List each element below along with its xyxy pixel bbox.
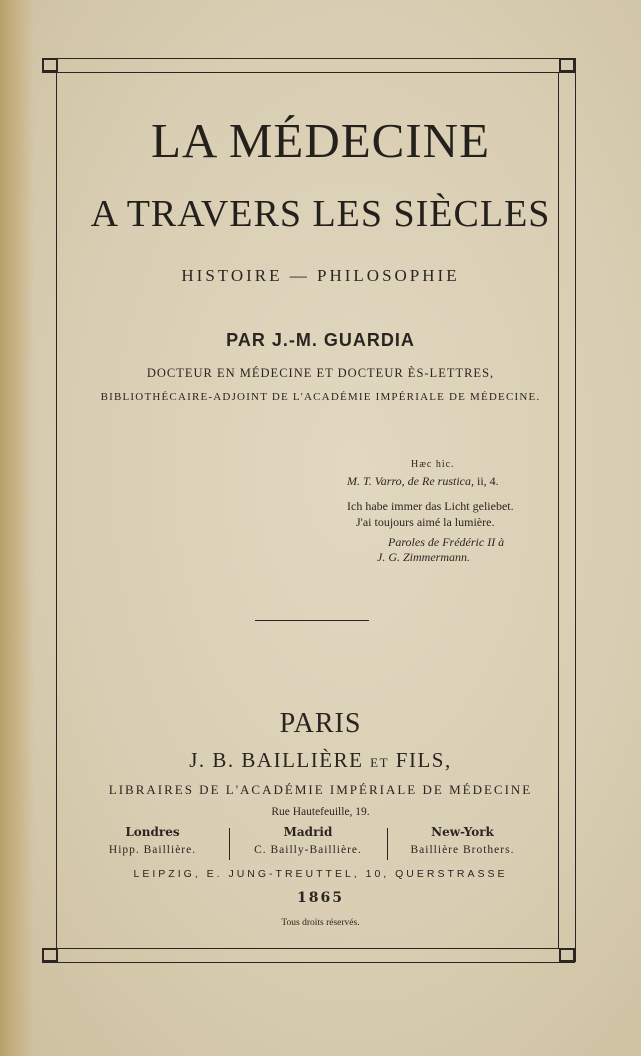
epigraph-german: Ich habe immer das Licht geliebet. bbox=[347, 499, 514, 513]
corner-ornament-bottom-right bbox=[559, 948, 575, 962]
title-line-1: LA MÉDECINE bbox=[151, 113, 490, 168]
author-credential-2: BIBLIOTHÉCAIRE-ADJOINT DE L'ACADÉMIE IMPÉRIALE DE MÉDECINE. bbox=[100, 391, 541, 403]
epigraph-latin-source: M. T. Varro, de Re rustica, ii, 4. bbox=[347, 474, 499, 488]
branch-new-york: New-York Baillière Brothers. bbox=[410, 825, 515, 856]
imprint-leipzig: LEIPZIG, E. JUNG-TREUTTEL, 10, QUERSTRASSE bbox=[133, 868, 508, 880]
branch-madrid: Madrid C. Bailly-Baillière. bbox=[254, 825, 362, 856]
corner-ornament-top-left bbox=[42, 58, 58, 72]
epigraph-attribution-1: Paroles de Frédéric II à bbox=[388, 535, 505, 549]
epigraph-latin: Hæc hic. bbox=[411, 459, 455, 470]
epigraph-french: J'ai toujours aimé la lumière. bbox=[356, 515, 495, 529]
imprint-libraires: LIBRAIRES DE L'ACADÉMIE IMPÉRIALE DE MÉDECINE bbox=[108, 782, 533, 797]
imprint-city: PARIS bbox=[279, 708, 362, 739]
author-byline: PAR J.-M. GUARDIA bbox=[226, 330, 415, 350]
branch-london: Londres Hipp. Baillière. bbox=[108, 825, 197, 856]
epigraph-attribution-2: J. G. Zimmermann. bbox=[377, 550, 470, 564]
imprint-address: Rue Hautefeuille, 19. bbox=[271, 806, 370, 818]
branch-separator bbox=[229, 828, 230, 860]
author-credential-1: DOCTEUR EN MÉDECINE ET DOCTEUR ÈS-LETTRES, bbox=[146, 366, 495, 380]
corner-ornament-top-right bbox=[559, 58, 575, 72]
imprint-publisher: J. B. BAILLIÈRE ET FILS, bbox=[189, 748, 452, 772]
branch-separator bbox=[387, 828, 388, 860]
publication-year: 1865 bbox=[297, 890, 344, 906]
corner-ornament-bottom-left bbox=[42, 948, 58, 962]
rights-notice: Tous droits réservés. bbox=[281, 918, 360, 928]
title-line-2: A TRAVERS LES SIÈCLES bbox=[90, 193, 551, 235]
subtitle: HISTOIRE — PHILOSOPHIE bbox=[181, 266, 460, 285]
divider-rule bbox=[255, 620, 369, 621]
